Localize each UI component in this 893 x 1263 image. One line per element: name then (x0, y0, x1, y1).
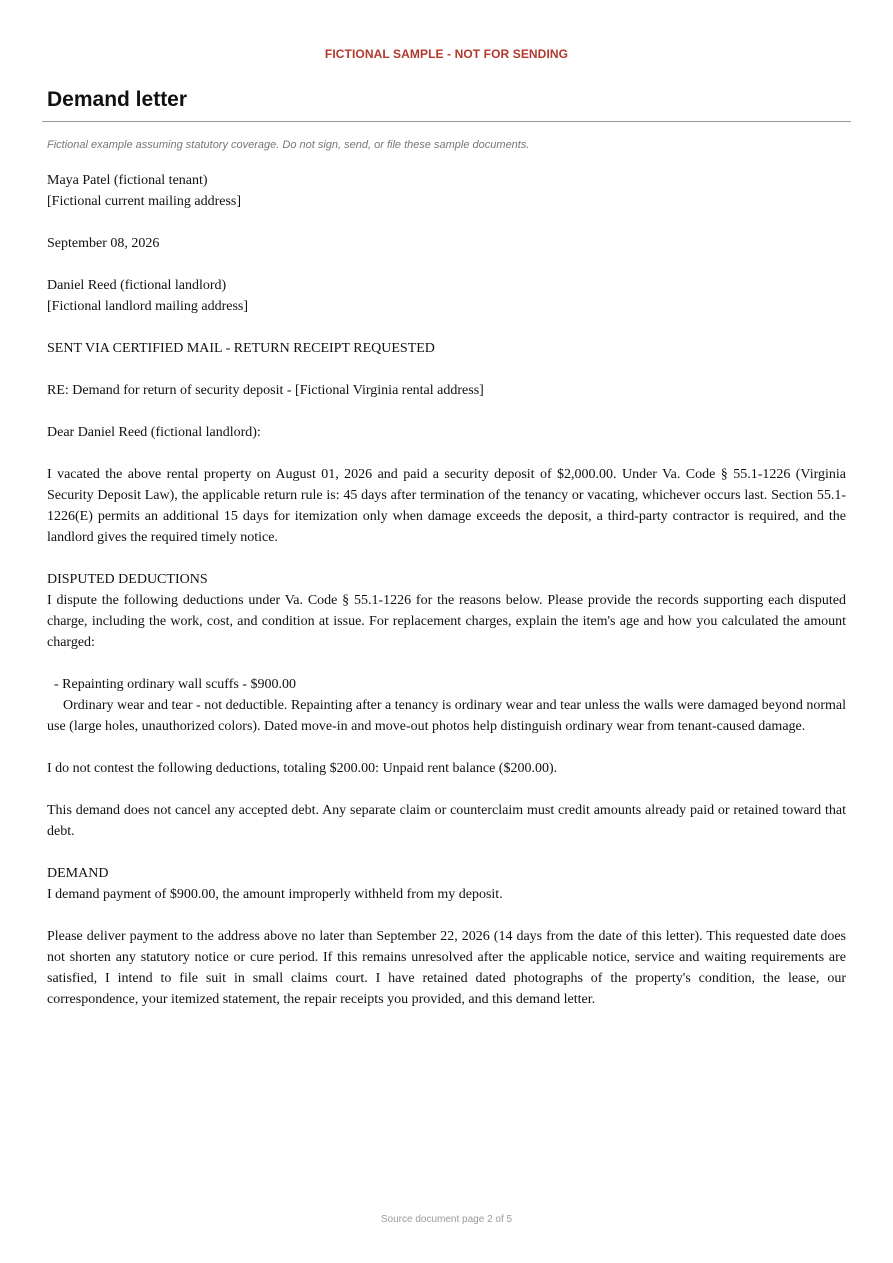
sample-banner: FICTIONAL SAMPLE - NOT FOR SENDING (324, 47, 569, 61)
delivery-method: SENT VIA CERTIFIED MAIL - RETURN RECEIPT REQUESTED (47, 341, 435, 356)
intro-paragraph: I vacated the above rental property on August 01, 2026 and paid a security deposit of $2,000.00. Under Va. Code § 55.1-1226 (Virginia Security Deposit Law), the applicable return rule is: 45 days after termination of the tenancy or vacating, whichever occurs last. Section 55.1-1226(E) permits an additional 15 days for itemization only when damage exceeds the deposit, a third-party contractor is required, and the landlord gives the required timely notice. (47, 467, 846, 545)
salutation: Dear Daniel Reed (fictional landlord): (47, 425, 261, 440)
letter-date: September 08, 2026 (47, 236, 160, 251)
page-title: Demand letter (47, 88, 188, 111)
disputed-intro: I dispute the following deductions under Va. Code § 55.1-1226 for the reasons below. Please provide the records supporting each disputed charge, including the work, cost, and condition at issue. For replacement charges, explain the item's age and how you calculated the amount charged: (47, 593, 846, 650)
closing-paragraph: Please deliver payment to the address above no later than September 22, 2026 (14 days from the date of this letter). This requested date does not shorten any statutory notice or cure period. If this remains unresolved after the applicable notice, service and waiting requirements are satisfied, I intend to file suit in small claims court. I have retained dated photographs of the property's condition, the lease, our correspondence, your itemized statement, the repair receipts you provided, and this demand letter. (47, 929, 846, 1007)
page-footer: Source document page 2 of 5 (380, 1214, 513, 1225)
subject-line: RE: Demand for return of security deposit - [Fictional Virginia rental address] (47, 383, 484, 398)
disputed-section (47, 569, 846, 653)
recipient-address: [Fictional landlord mailing address] (47, 299, 249, 314)
demand-section (47, 863, 846, 905)
debt-note-paragraph: This demand does not cancel any accepted debt. Any separate claim or counterclaim must credit amounts already paid or retained toward that debt. (47, 803, 846, 839)
disputed-item-reason: Ordinary wear and tear - not deductible. Repainting after a tenancy is ordinary wear and tear unless the walls were damaged beyond normal use (large holes, unauthorized colors). Dated move-in and move-out photos help distinguish ordinary wear from tenant-caused damage. (47, 698, 846, 734)
sender-name: Maya Patel (fictional tenant) (47, 173, 208, 188)
disputed-item-label: - Repainting ordinary wall scuffs - $900.00 (54, 677, 296, 692)
uncontested-paragraph: I do not contest the following deductions, totaling $200.00: Unpaid rent balance ($200.00). (47, 761, 558, 776)
recipient-block (47, 275, 846, 317)
letter-body (47, 170, 846, 1031)
disputed-heading: DISPUTED DEDUCTIONS (47, 572, 208, 587)
recipient-name: Daniel Reed (fictional landlord) (47, 278, 227, 293)
disclaimer-note: Fictional example assuming statutory coverage. Do not sign, send, or file these sample documents. (47, 139, 530, 151)
disputed-item (47, 674, 846, 737)
title-divider (42, 121, 851, 122)
demand-heading: DEMAND (47, 866, 109, 881)
sender-address: [Fictional current mailing address] (47, 194, 241, 209)
sender-block (47, 170, 846, 212)
demand-text: I demand payment of $900.00, the amount improperly withheld from my deposit. (47, 887, 503, 902)
